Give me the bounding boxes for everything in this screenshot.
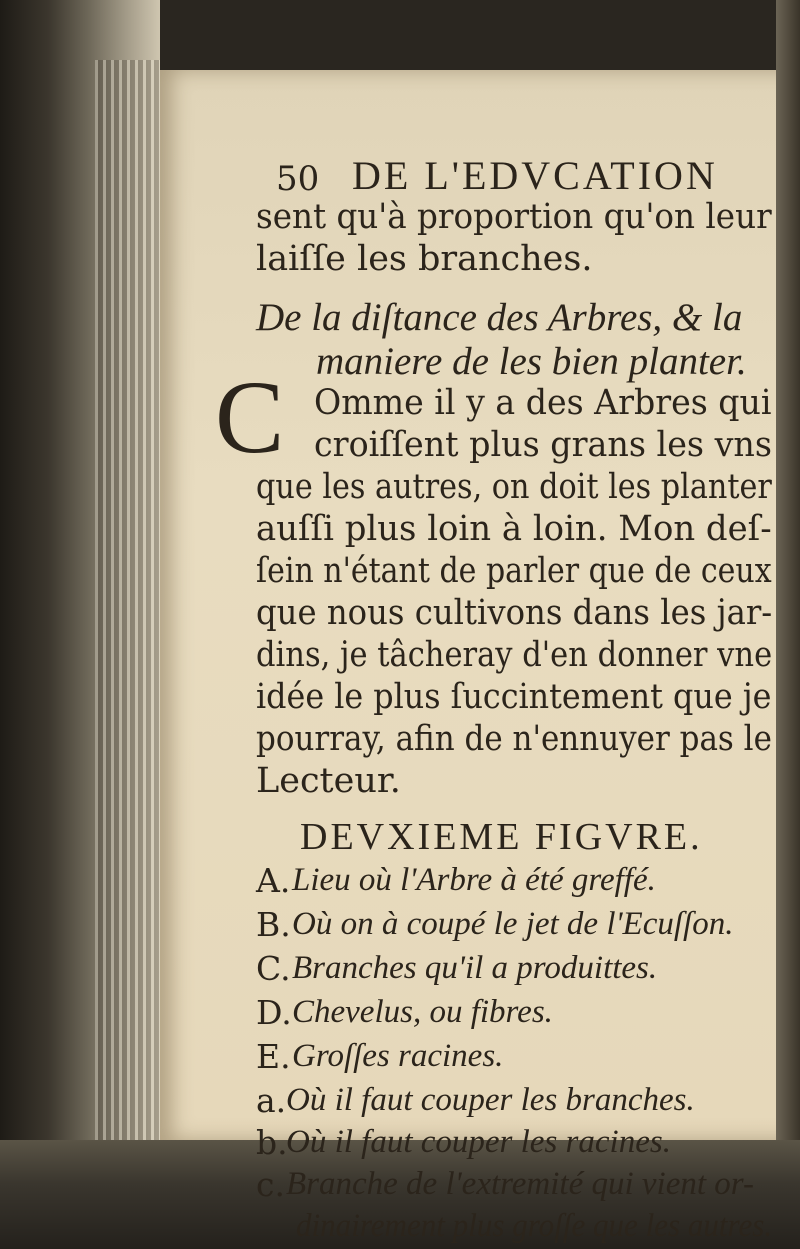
caption-letter-a-lower: a.: [256, 1081, 287, 1120]
section-title-line-2: maniere de les bien planter.: [316, 340, 747, 383]
text-line-12: Lecteur.: [256, 761, 401, 801]
text-line-9: dins, je tâcheray d'en donner vne: [256, 635, 773, 675]
right-page-edge: [776, 0, 800, 1249]
caption-letter-a-upper: A.: [256, 861, 291, 900]
drop-cap: C: [215, 360, 285, 475]
caption-text-b-upper: Où on à coupé le jet de l'Ecuſſon.: [292, 906, 734, 942]
caption-text-a-upper: Lieu où l'Arbre à été greffé.: [292, 862, 656, 898]
caption-last-line: dinairement plus groſſe que les autres.: [296, 1208, 773, 1244]
caption-letter-c-lower: c.: [256, 1165, 285, 1204]
text-line-7: ſein n'étant de parler que de ceux: [256, 551, 772, 591]
caption-text-e-upper: Groſſes racines.: [292, 1038, 504, 1074]
caption-text-b-lower: Où il faut couper les racines.: [286, 1124, 671, 1160]
text-line-8: que nous cultivons dans les jar-: [256, 593, 773, 633]
text-line-2: laiſſe les branches.: [256, 239, 593, 279]
running-head: DE L'EDVCATION: [352, 153, 718, 198]
text-line-5: que les autres, on doit les planter: [256, 467, 772, 507]
text-line-6: auſſi plus loin à loin. Mon deſ-: [256, 509, 772, 549]
text-line-3: Omme il y a des Arbres qui: [314, 383, 772, 423]
caption-text-a-lower: Où il faut couper les branches.: [286, 1082, 695, 1118]
caption-letter-b-upper: B.: [256, 905, 291, 944]
caption-letter-b-lower: b.: [256, 1123, 288, 1162]
stacked-page-edges: [95, 60, 160, 1140]
text-line-4: croiſſent plus grans les vns: [314, 425, 773, 465]
caption-letter-c-upper: C.: [256, 949, 291, 988]
text-line-11: pourray, afin de n'ennuyer pas le: [256, 719, 772, 759]
figure-heading: DEVXIEME FIGVRE.: [300, 816, 703, 858]
text-line-10: idée le plus ſuccintement que je: [256, 677, 772, 717]
caption-text-d-upper: Chevelus, ou fibres.: [292, 994, 553, 1030]
caption-text-c-upper: Branches qu'il a produittes.: [292, 950, 658, 986]
caption-text-c-lower: Branche de l'extremité qui vient or-: [286, 1166, 754, 1202]
caption-letter-e-upper: E.: [256, 1037, 291, 1076]
text-line-1: sent qu'à proportion qu'on leur: [256, 197, 772, 237]
page-number: 50: [276, 159, 320, 199]
section-title-line-1: De la diſtance des Arbres, & la: [256, 296, 743, 339]
caption-letter-d-upper: D.: [256, 993, 292, 1032]
